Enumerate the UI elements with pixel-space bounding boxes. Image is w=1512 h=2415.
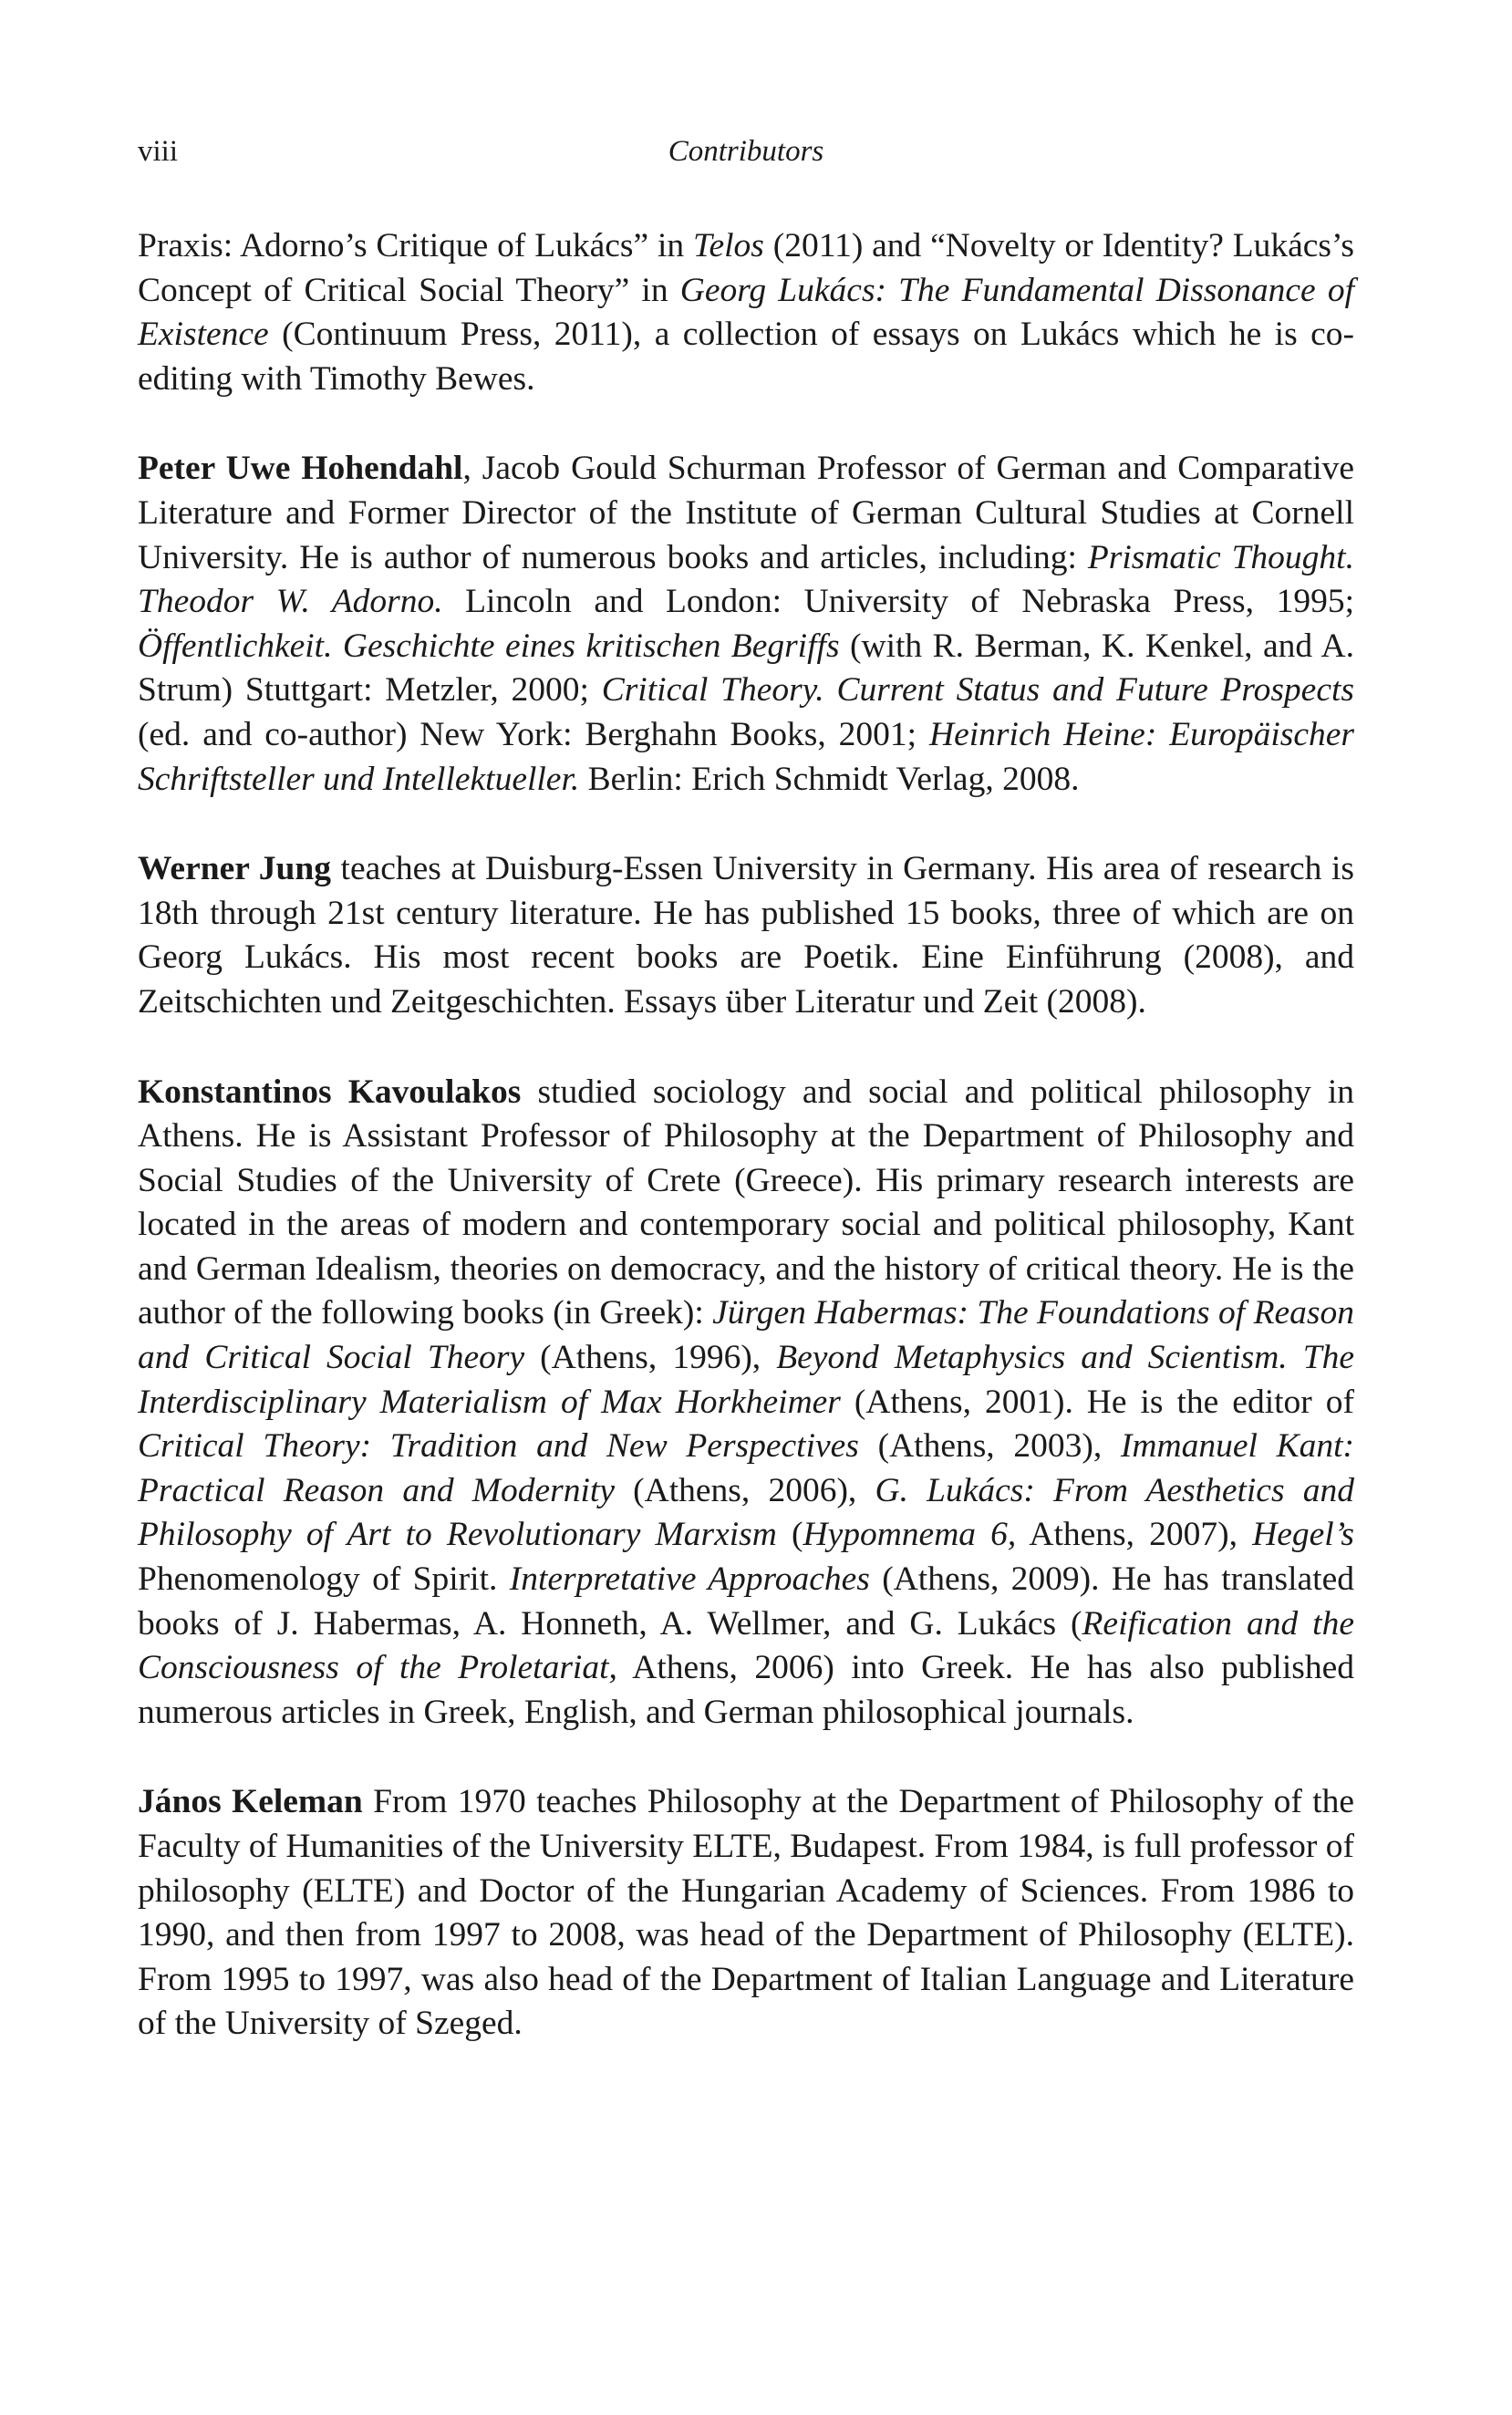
text: (with R. Berman, K. Kenkel, and A. Strum) Stuttgart: Metzler, 2000;	[138, 627, 1354, 710]
text: (Athens, 2009). He has translated books of J. Habermas, A. Honneth, A. Wellmer, and G. Lukács (	[138, 1560, 1354, 1643]
text: (2011) and “Novelty or Identity? Lukács’s Concept of Critical Social Theory” in	[138, 227, 1354, 309]
title-italic: Critical Theory: Tradition and New Perspectives	[138, 1427, 859, 1466]
page-header	[138, 128, 1354, 182]
text: teaches at Duisburg-Essen University in Germany. His area of research is 18th through 21st century literature. He has published 15 books, three of which are on Georg Lukács. His most recent books are Poetik. Eine Einführung (2008), and Zeitschichten und Zeitgeschichten. Essays über Literatur und Zeit (2008).	[138, 850, 1355, 1021]
text: , Jacob Gould Schurman Professor of German and Comparative Literature and Former Director of the Institute of German Cultural Studies at Cornell University. He is author of numerous books and articles, including:	[138, 450, 1354, 576]
text: Berlin: Erich Schmidt Verlag, 2008.	[579, 760, 1080, 798]
text: (Athens, 2003),	[858, 1427, 1121, 1466]
title-italic: Beyond Metaphysics and Scientism. The Interdisciplinary Materialism of Max Horkheimer	[138, 1339, 1354, 1421]
text: (	[776, 1516, 803, 1554]
title-italic: Critical Theory. Current Status and Future Prospects	[601, 671, 1354, 710]
text: (Athens, 1996),	[524, 1339, 777, 1377]
text: (Athens, 2006),	[614, 1471, 875, 1509]
title-italic: Telos	[693, 227, 764, 264]
text: studied sociology and social and political philosophy in Athens. He is Assistant Professor of Philosophy at the Department of Philosophy and Social Studies of the University of Crete (Greece). His primary research interests are located in the areas of modern and contemporary social and political philosophy, Kant and German Idealism, theories on democracy, and the history of critical theory. He is the author of the following books (in Greek):	[138, 1073, 1354, 1332]
title-italic: G. Lukács: From Aesthetics and Philosophy of Art to Revolutionary Marxism	[138, 1471, 1354, 1554]
contributor-name: Konstantinos Kavoulakos	[138, 1073, 522, 1111]
title-italic: Jürgen Habermas: The Foundations of Reason and Critical Social Theory	[138, 1294, 1354, 1377]
text: (ed. and co-author) New York: Berghahn Books, 2001;	[138, 715, 930, 753]
title-italic: Georg Lukács: The Fundamental Dissonance of Existence	[138, 271, 1354, 354]
entry-continuation	[138, 224, 1354, 401]
entry-kavoulakos	[138, 1071, 1354, 1736]
title-italic: Reification and the Consciousness of the Proletariat,	[138, 1604, 1354, 1687]
title-italic: Interpretative Approaches	[509, 1560, 870, 1599]
entry-jung	[138, 847, 1354, 1024]
contributor-name: Peter Uwe Hohendahl	[138, 450, 463, 488]
title-italic: Hegel’s	[1252, 1516, 1354, 1554]
entry-hohendahl	[138, 447, 1354, 802]
page-number: viii	[138, 135, 179, 168]
contributor-name: Werner Jung	[138, 850, 331, 888]
text: Athens, 2006) into Greek. He has also published numerous articles in Greek, English, and German philosophical journals.	[138, 1649, 1354, 1731]
text: (Athens, 2001). He is the editor of	[840, 1383, 1354, 1421]
title-italic: Öffentlichkeit. Geschichte eines kritischen Begriffs	[138, 627, 840, 665]
text: From 1970 teaches Philosophy at the Department of Philosophy of the Faculty of Humanities of the University ELTE, Budapest. From 1984, is full professor of philosophy (ELTE) and Doctor of the Hungarian Academy of Sciences. From 1986 to 1990, and then from 1997 to 2008, was head of the Department of Philosophy (ELTE). From 1995 to 1997, was also head of the Department of Italian Language and Literature of the University of Szeged.	[138, 1783, 1354, 2043]
text: Athens, 2007),	[1016, 1516, 1253, 1554]
text: Phenomenology of Spirit.	[138, 1560, 510, 1599]
title-italic: Prismatic Thought. Theodor W. Adorno.	[138, 538, 1354, 621]
contributors-body	[138, 224, 1354, 2047]
title-italic: Heinrich Heine: Europäischer Schriftsteller und Intellektueller.	[138, 715, 1354, 798]
text: Praxis: Adorno’s Critique of Lukács” in	[138, 227, 694, 264]
title-italic: Immanuel Kant: Practical Reason and Modernity	[138, 1427, 1354, 1509]
text: (Continuum Press, 2011), a collection of essays on Lukács which he is co-editing with Timothy Bewes.	[138, 316, 1354, 398]
entry-keleman	[138, 1780, 1354, 2047]
text: Lincoln and London: University of Nebraska Press, 1995;	[442, 583, 1354, 621]
running-head: Contributors	[668, 135, 824, 168]
page	[138, 128, 1354, 2092]
title-italic: Hypomnema 6,	[803, 1516, 1017, 1554]
contributor-name: János Keleman	[138, 1783, 363, 1821]
